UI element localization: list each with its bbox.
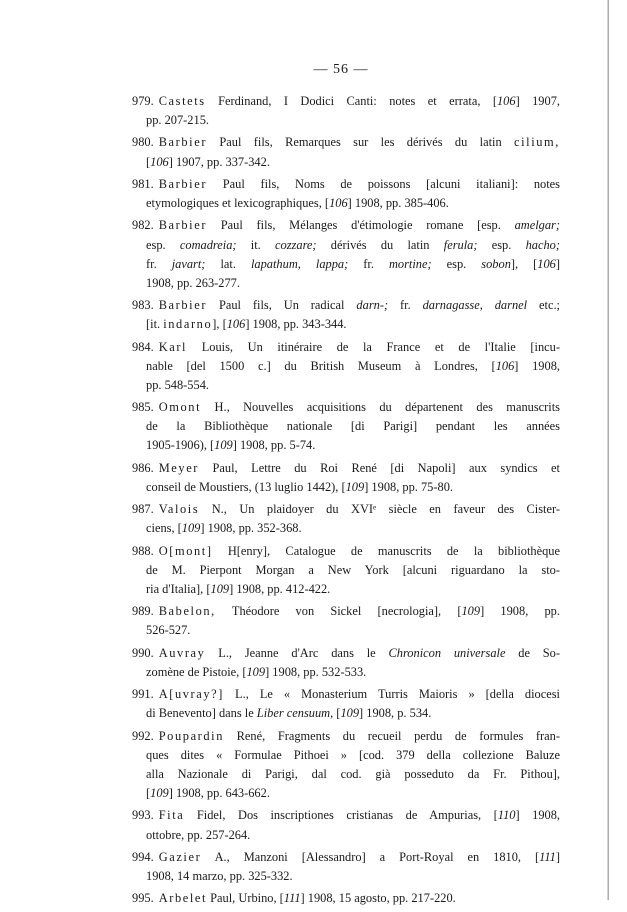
entry-number: 985. xyxy=(132,400,154,415)
entry-line xyxy=(132,194,560,213)
entry-line xyxy=(132,92,560,111)
entry-text: pp. 548-554. xyxy=(146,377,209,392)
entry-line xyxy=(132,111,560,130)
entry-line xyxy=(132,500,560,519)
entry-number: 995. xyxy=(132,891,154,906)
entry-line xyxy=(132,867,560,886)
entry-line xyxy=(132,580,560,599)
entry-text: ] 1908, xyxy=(515,808,560,823)
entry-number: 987. xyxy=(132,502,154,517)
entry-text: dérivés du latin xyxy=(316,237,444,252)
entry-text: di Benevento] dans le xyxy=(146,706,257,721)
entry-number: 986. xyxy=(132,460,154,475)
italic-text: 109 xyxy=(246,664,266,679)
italic-text: 106 xyxy=(226,317,246,332)
italic-text: 106 xyxy=(496,94,516,108)
entry-text: A., Manzoni [Alessandro] a Port-Royal en 1810, [ xyxy=(201,849,540,864)
bibliography-entry xyxy=(132,848,560,886)
entry-line xyxy=(132,704,560,723)
entry-text: L., Le « Monasterium Turris Maioris » [della diocesi xyxy=(224,687,560,702)
entry-number: 981. xyxy=(132,176,154,191)
entry-text: ] xyxy=(555,256,560,271)
entry-text: ] 1908, 15 agosto, pp. 217-220. xyxy=(300,891,456,906)
italic-text: 109 xyxy=(210,581,230,596)
author-name: Valois xyxy=(158,502,200,517)
entry-text: ] 1908, pp. xyxy=(480,604,560,619)
entry-text: fr. xyxy=(348,256,389,271)
bibliography-entry xyxy=(132,175,560,213)
italic-text: javart; xyxy=(171,256,206,271)
bibliography-entry xyxy=(132,889,560,908)
page-edge xyxy=(607,0,609,900)
entry-text: ] 1908, pp. 5-74. xyxy=(232,438,316,453)
bibliography-entry xyxy=(132,727,560,803)
entry-text: ] 1908, pp. 643-662. xyxy=(168,786,270,801)
entry-line xyxy=(132,338,560,357)
entry-line xyxy=(132,216,560,235)
entry-text: ] 1908, pp. 385-406. xyxy=(347,196,449,211)
entry-text: Paul fils, Un radical xyxy=(207,298,357,313)
entry-line xyxy=(132,133,560,152)
entry-number: 989. xyxy=(132,604,154,619)
author-name: Poupardin xyxy=(158,728,225,743)
author-name: A[uvray?] xyxy=(158,687,224,702)
entry-line xyxy=(132,848,560,867)
entry-line xyxy=(132,826,560,845)
entry-text: [ xyxy=(333,706,341,721)
entry-line xyxy=(132,663,560,682)
entry-text: H., Nouvelles acquisitions du départenent des manuscrits xyxy=(201,400,560,415)
entry-line xyxy=(132,542,560,561)
entry-line xyxy=(132,806,560,825)
entry-text: ciens, [ xyxy=(146,521,182,536)
entry-text: [ xyxy=(146,786,151,801)
entry-text: Paul fils, Mélanges d'étimologie romane [esp. xyxy=(207,218,515,233)
entry-line xyxy=(132,153,560,172)
italic-text: hacho; xyxy=(525,237,561,252)
entry-text: Paul fils, Remarques sur les dérivés du latin xyxy=(207,135,515,150)
entry-text: etymologiques et lexicographiques, [ xyxy=(146,196,330,211)
italic-text: 110 xyxy=(497,808,516,823)
entry-text: esp. xyxy=(146,237,180,252)
entry-text: 1908, 14 marzo, pp. 325-332. xyxy=(146,869,293,884)
bibliography-entry xyxy=(132,338,560,395)
author-name: Barbier xyxy=(158,298,208,313)
italic-text: 109 xyxy=(345,479,365,494)
bibliography-entry xyxy=(132,92,560,130)
bibliography-entry xyxy=(132,216,560,292)
entry-text: [it. xyxy=(146,317,164,332)
entry-text: esp. xyxy=(431,256,482,271)
entry-line xyxy=(132,459,560,478)
entry-text: ques dites « Formulae Pithoei » [cod. 379 della collezione Baluze xyxy=(146,747,560,762)
entry-line xyxy=(132,398,560,417)
bibliography-entry xyxy=(132,296,560,334)
entry-text: ] 1908, pp. 532-533. xyxy=(265,664,367,679)
entry-line xyxy=(132,746,560,765)
entry-text: 1905-1906), [ xyxy=(146,438,215,453)
bibliography-list xyxy=(132,92,560,912)
author-name: Barbier xyxy=(158,176,208,191)
italic-text: 106 xyxy=(150,154,169,169)
entry-text: alla Nazionale di Parigi, dal cod. già posseduto da Fr. Pithou], xyxy=(146,766,560,781)
italic-text: 111 xyxy=(539,849,556,864)
entry-text: ], [ xyxy=(212,317,227,332)
entry-number: 994. xyxy=(132,849,154,864)
entry-text: ] 1908, xyxy=(514,358,560,373)
bibliography-entry xyxy=(132,500,560,538)
bibliography-entry xyxy=(132,602,560,640)
entry-line xyxy=(132,889,560,908)
page-number: — 56 — xyxy=(313,62,369,77)
italic-text: comadreia; xyxy=(179,237,237,252)
entry-text: ria d'Italia], [ xyxy=(146,581,211,596)
entry-line xyxy=(132,621,560,640)
entry-text: nable [del 1500 c.] du British Museum à Londres, [ xyxy=(146,358,496,373)
entry-line xyxy=(132,784,560,803)
entry-number: 979. xyxy=(132,94,154,108)
bibliography-entry xyxy=(132,685,560,723)
entry-text: ] 1908, pp. 412-422. xyxy=(229,581,331,596)
entry-text: Paul fils, Noms de poissons [alcuni italiani]: notes xyxy=(207,176,560,191)
italic-text: 109 xyxy=(181,521,201,536)
entry-line xyxy=(132,436,560,455)
entry-number: 990. xyxy=(132,645,154,660)
italic-text: Chronicon universale xyxy=(388,645,506,660)
entry-text: Théodore von Sickel [necrologia], [ xyxy=(215,604,462,619)
entry-text: Louis, Un itinéraire de la France et de l'Italie [incu- xyxy=(187,339,560,354)
entry-line xyxy=(132,315,560,334)
author-name: Omont xyxy=(158,400,202,415)
entry-text: etc.; xyxy=(527,298,560,313)
italic-text: darn-; xyxy=(356,298,389,313)
bibliography-entry xyxy=(132,133,560,171)
entry-text: René, Fragments du recueil perdu de formules fran- xyxy=(224,728,560,743)
entry-text: pp. 207-215. xyxy=(146,113,209,128)
entry-text: Paul, Lettre du Roi René [di Napoli] aux syndics et xyxy=(199,460,560,475)
entry-text: ], [ xyxy=(510,256,538,271)
italic-text: 106 xyxy=(495,358,515,373)
author-name: Gazier xyxy=(158,849,202,864)
entry-text: it. xyxy=(236,237,276,252)
entry-text: ] xyxy=(555,849,560,864)
italic-text: 106 xyxy=(329,196,348,211)
author-name: Barbier xyxy=(158,135,208,150)
entry-number: 992. xyxy=(132,728,154,743)
author-name: Karl xyxy=(158,339,188,354)
entry-line xyxy=(132,255,560,274)
entry-line xyxy=(132,296,560,315)
entry-text: N., Un plaidoyer du XVIᵉ siècle en faveur des Cister- xyxy=(199,502,560,517)
entry-text: 1908, pp. 263-277. xyxy=(146,275,240,290)
entry-text: de la Bibliothèque nationale [di Parigi] pendant les années xyxy=(146,419,560,434)
author-name: O[mont] xyxy=(158,543,213,558)
author-name: Babelon, xyxy=(158,604,216,619)
entry-line xyxy=(132,376,560,395)
bibliography-entry xyxy=(132,459,560,497)
entry-line xyxy=(132,685,560,704)
entry-text: zomène de Pistoie, [ xyxy=(146,664,247,679)
entry-line xyxy=(132,274,560,293)
italic-text: amelgar; xyxy=(514,218,560,233)
italic-text: Liber censuum, xyxy=(256,706,334,721)
author-name: Barbier xyxy=(158,218,208,233)
entry-text: esp. xyxy=(477,237,526,252)
author-name: Arbelet xyxy=(158,891,208,906)
author-name: Meyer xyxy=(158,460,200,475)
entry-text: de M. Pierpont Morgan a New York [alcuni riguardano la sto- xyxy=(146,562,560,577)
entry-text: Paul, Urbino, [ xyxy=(207,891,284,906)
author-name: indarno xyxy=(163,317,213,332)
bibliography-entry xyxy=(132,542,560,599)
entry-text: ] 1908, p. 534. xyxy=(359,706,432,721)
italic-text: darnagasse, darnel xyxy=(422,298,528,313)
italic-text: ferula; xyxy=(443,237,478,252)
entry-number: 988. xyxy=(132,543,154,558)
italic-text: 111 xyxy=(283,891,301,906)
entry-line xyxy=(132,644,560,663)
entry-text: ottobre, pp. 257-264. xyxy=(146,827,251,842)
italic-text: 109 xyxy=(340,706,360,721)
entry-line xyxy=(132,357,560,376)
italic-text: lapathum, lappa; xyxy=(250,256,349,271)
entry-text: Ferdinand, I Dodici Canti: notes et errata, [ xyxy=(205,94,497,108)
entry-line xyxy=(132,561,560,580)
entry-text: ] 1908, pp. 343-344. xyxy=(245,317,347,332)
entry-text: ] 1907, xyxy=(515,94,560,108)
entry-text: ] 1908, pp. 352-368. xyxy=(200,521,302,536)
entry-text: Fidel, Dos inscriptiones cristianas de Ampurias, [ xyxy=(184,808,498,823)
entry-number: 991. xyxy=(132,687,154,702)
italic-text: sobon xyxy=(481,256,511,271)
entry-text: ] 1907, pp. 337-342. xyxy=(168,154,270,169)
italic-text: 106 xyxy=(537,256,556,271)
bibliography-entry xyxy=(132,644,560,682)
italic-text: cozzare; xyxy=(275,237,317,252)
entry-text: 526-527. xyxy=(146,623,191,638)
author-name: Auvray xyxy=(158,645,206,660)
entry-number: 984. xyxy=(132,339,154,354)
entry-line xyxy=(132,727,560,746)
italic-text: 109 xyxy=(150,786,169,801)
author-name: Castets xyxy=(158,94,206,108)
entry-number: 993. xyxy=(132,808,154,823)
entry-text: de So- xyxy=(505,645,561,660)
author-name: Fita xyxy=(158,808,185,823)
entry-number: 982. xyxy=(132,218,154,233)
italic-text: 109 xyxy=(214,438,233,453)
entry-text: L., Jeanne d'Arc dans le xyxy=(205,645,389,660)
author-name: cilium, xyxy=(514,135,560,150)
bibliography-entry xyxy=(132,398,560,455)
entry-text: lat. xyxy=(205,256,251,271)
italic-text: 109 xyxy=(461,604,481,619)
bibliography-entry xyxy=(132,806,560,844)
italic-text: mortine; xyxy=(388,256,432,271)
entry-text: ] 1908, pp. 75-80. xyxy=(364,479,453,494)
entry-line xyxy=(132,175,560,194)
entry-line xyxy=(132,519,560,538)
entry-text: [ xyxy=(146,154,151,169)
entry-line xyxy=(132,602,560,621)
entry-text: fr. xyxy=(146,256,172,271)
entry-line xyxy=(132,417,560,436)
entry-text: H[enry], Catalogue de manuscrits de la bibliothèque xyxy=(212,543,560,558)
entry-line xyxy=(132,236,560,255)
entry-line xyxy=(132,765,560,784)
entry-text: conseil de Moustiers, (13 luglio 1442), [ xyxy=(146,479,346,494)
entry-number: 980. xyxy=(132,135,154,150)
entry-line xyxy=(132,478,560,497)
entry-text: fr. xyxy=(388,298,423,313)
entry-number: 983. xyxy=(132,298,154,313)
